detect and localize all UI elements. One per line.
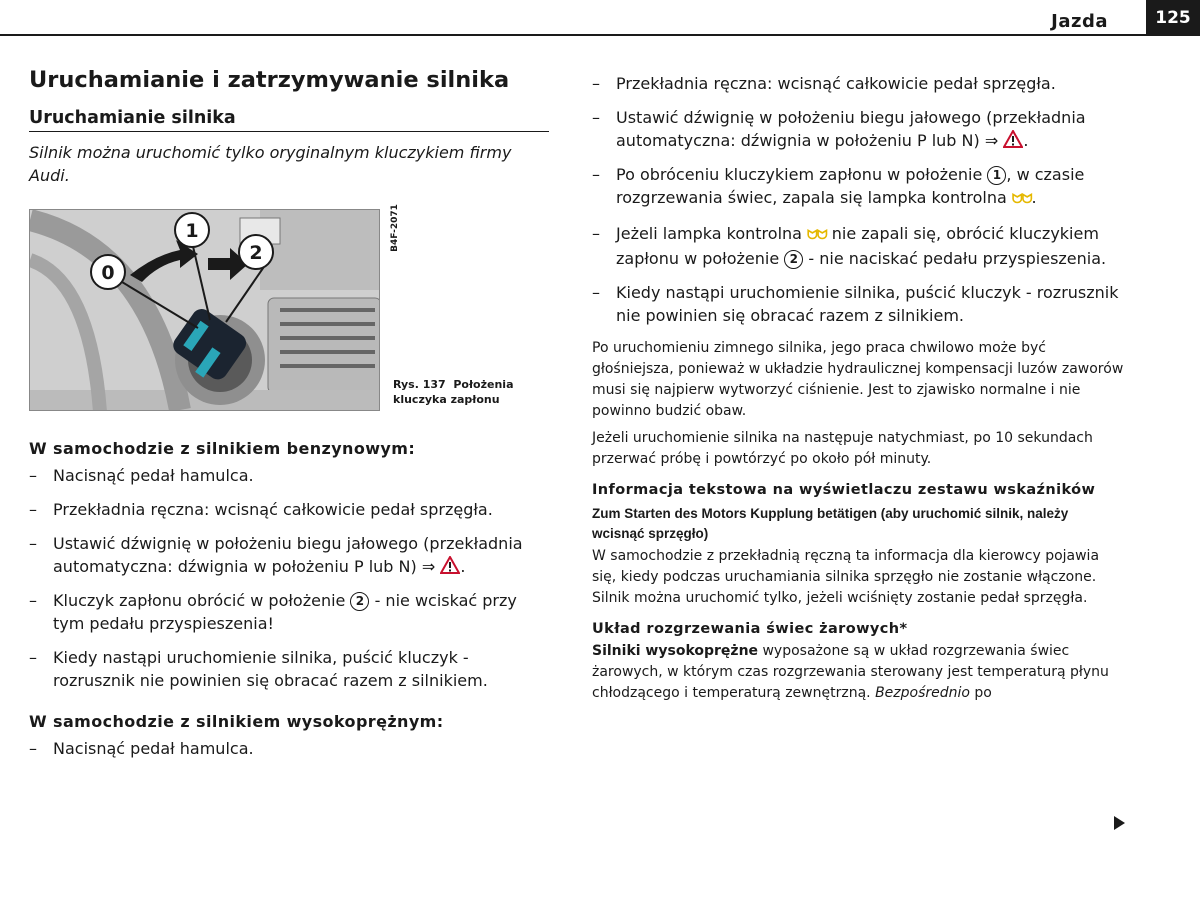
petrol-heading: W samochodzie z silnikiem benzynowym: [29,439,416,458]
position-2-icon: 2 [350,592,369,611]
ignition-drawing [30,210,380,411]
list-item: – Nacisnąć pedał hamulca. [29,737,549,760]
info-heading: Informacja tekstowa na wyświetlaczu zestawu wskaźników [592,482,1096,498]
list-item: – Kiedy nastąpi uruchomienie silnika, puścić kluczyk - rozrusznik nie powinien się obracać razem z silnikiem. [592,281,1124,327]
glow-text-end: po [974,685,992,701]
step-text: nie zapali się, obrócić kluczykiem zapłonu w położenie [616,224,1099,268]
section-subtitle: Uruchamianie silnika [29,108,549,132]
left-column [29,66,549,771]
list-item: – Nacisnąć pedał hamulca. [29,464,549,487]
glow-plug-icon: ᗢᗢ [807,228,827,243]
step-text: Kluczyk zapłonu obrócić w położenie [53,591,346,610]
figure-code: B4F-2071 [390,204,400,252]
page-title: Uruchamianie i zatrzymywanie silnika [29,67,510,93]
step-text-end: . [1023,131,1029,150]
step-text-end: . [1031,188,1037,207]
warning-triangle-icon[interactable] [1003,130,1023,148]
step-text: Ustawić dźwignię w położeniu biegu jałowego (przekładnia automatyczna: dźwignia w położeniu P lub N) ⇒ [53,534,523,576]
glow-italic: Bezpośrednio [875,685,970,701]
position-label-1: 1 [185,220,199,242]
page-number: 125 [1146,0,1200,36]
diesel-steps-continued [592,72,1124,327]
list-item: – Przekładnia ręczna: wcisnąć całkowicie pedał sprzęgła. [592,72,1124,95]
note-cold-engine: Po uruchomieniu zimnego silnika, jego praca chwilowo może być głośniejsza, ponieważ w układzie hydraulicznej kompensacji luzów zaworów musi się najpierw wytworzyć ciśnienie. Jest to zjawisko normalne i nie powinno budzić obaw. [592,340,1124,419]
position-1-icon: 1 [987,166,1006,185]
position-label-0: 0 [101,262,115,284]
info-description: W samochodzie z przekładnią ręczną ta informacja dla kierowcy pojawia się, kiedy podczas uruchamiania silnika sprzęgło nie zostanie włączone. Silnik można uruchomić tylko, jeżeli wciśnięty zostanie pedał sprzęgła. [592,548,1100,606]
section-title: Jazda [1051,11,1108,32]
figure-caption [393,377,543,407]
diesel-steps [29,737,549,760]
warning-triangle-icon[interactable] [440,556,460,574]
step-text: Po obróceniu kluczykiem zapłonu w położenie [616,165,983,184]
right-column [592,66,1124,704]
glow-text: wyposażone są w układ rozgrzewania świec żarowych, w którym czas rozgrzewania sterowany jest temperaturą płynu chłodzącego i temperaturą zewnętrzną. [592,643,1109,701]
position-label-2: 2 [249,242,263,264]
figure [29,204,549,411]
petrol-steps [29,464,549,692]
position-2-icon: 2 [784,250,803,269]
list-item [592,106,1124,152]
header-rule [0,34,1146,36]
caption-text: Położenia kluczyka zapłonu [393,378,514,406]
info-message: Zum Starten des Motors Kupplung betätigen (aby uruchomić silnik, należy wcisnąć sprzęgło) [592,506,1069,541]
list-item: – Kiedy nastąpi uruchomienie silnika, puścić kluczyk - rozrusznik nie powinien się obracać razem z silnikiem. [29,646,549,692]
diesel-heading: W samochodzie z silnikiem wysokoprężnym: [29,712,444,731]
step-text: Jeżeli lampka kontrolna [616,224,802,243]
list-item [592,163,1124,211]
step-text: , w czasie rozgrzewania świec, zapala się lampka kontrolna [616,165,1085,207]
glow-plug-icon: ᗢᗢ [1011,192,1032,207]
glow-description [592,641,1124,704]
step-text: - nie wciskać przy tym pedału przyspieszenia! [53,591,517,633]
continue-arrow-icon [1114,816,1125,830]
list-item [29,589,549,635]
list-item [29,532,549,578]
list-item [592,222,1124,270]
step-text: Ustawić dźwignię w położeniu biegu jałowego (przekładnia automatyczna: dźwignia w położeniu P lub N) ⇒ [616,108,1086,150]
step-text: - nie naciskać pedału przyspieszenia. [808,249,1107,268]
caption-number: Rys. 137 [393,378,446,391]
note-retry: Jeżeli uruchomienie silnika na następuje natychmiast, po 10 sekundach przerwać próbę i powtórzyć po około pół minuty. [592,430,1093,467]
intro-text: Silnik można uruchomić tylko oryginalnym kluczykiem firmy Audi. [29,143,512,185]
glow-heading: Układ rozgrzewania świec żarowych* [592,621,908,637]
step-text-end: . [460,557,466,576]
ignition-illustration [29,209,380,411]
list-item: – Przekładnia ręczna: wcisnąć całkowicie pedał sprzęgła. [29,498,549,521]
glow-bold-lead: Silniki wysokoprężne [592,643,759,659]
